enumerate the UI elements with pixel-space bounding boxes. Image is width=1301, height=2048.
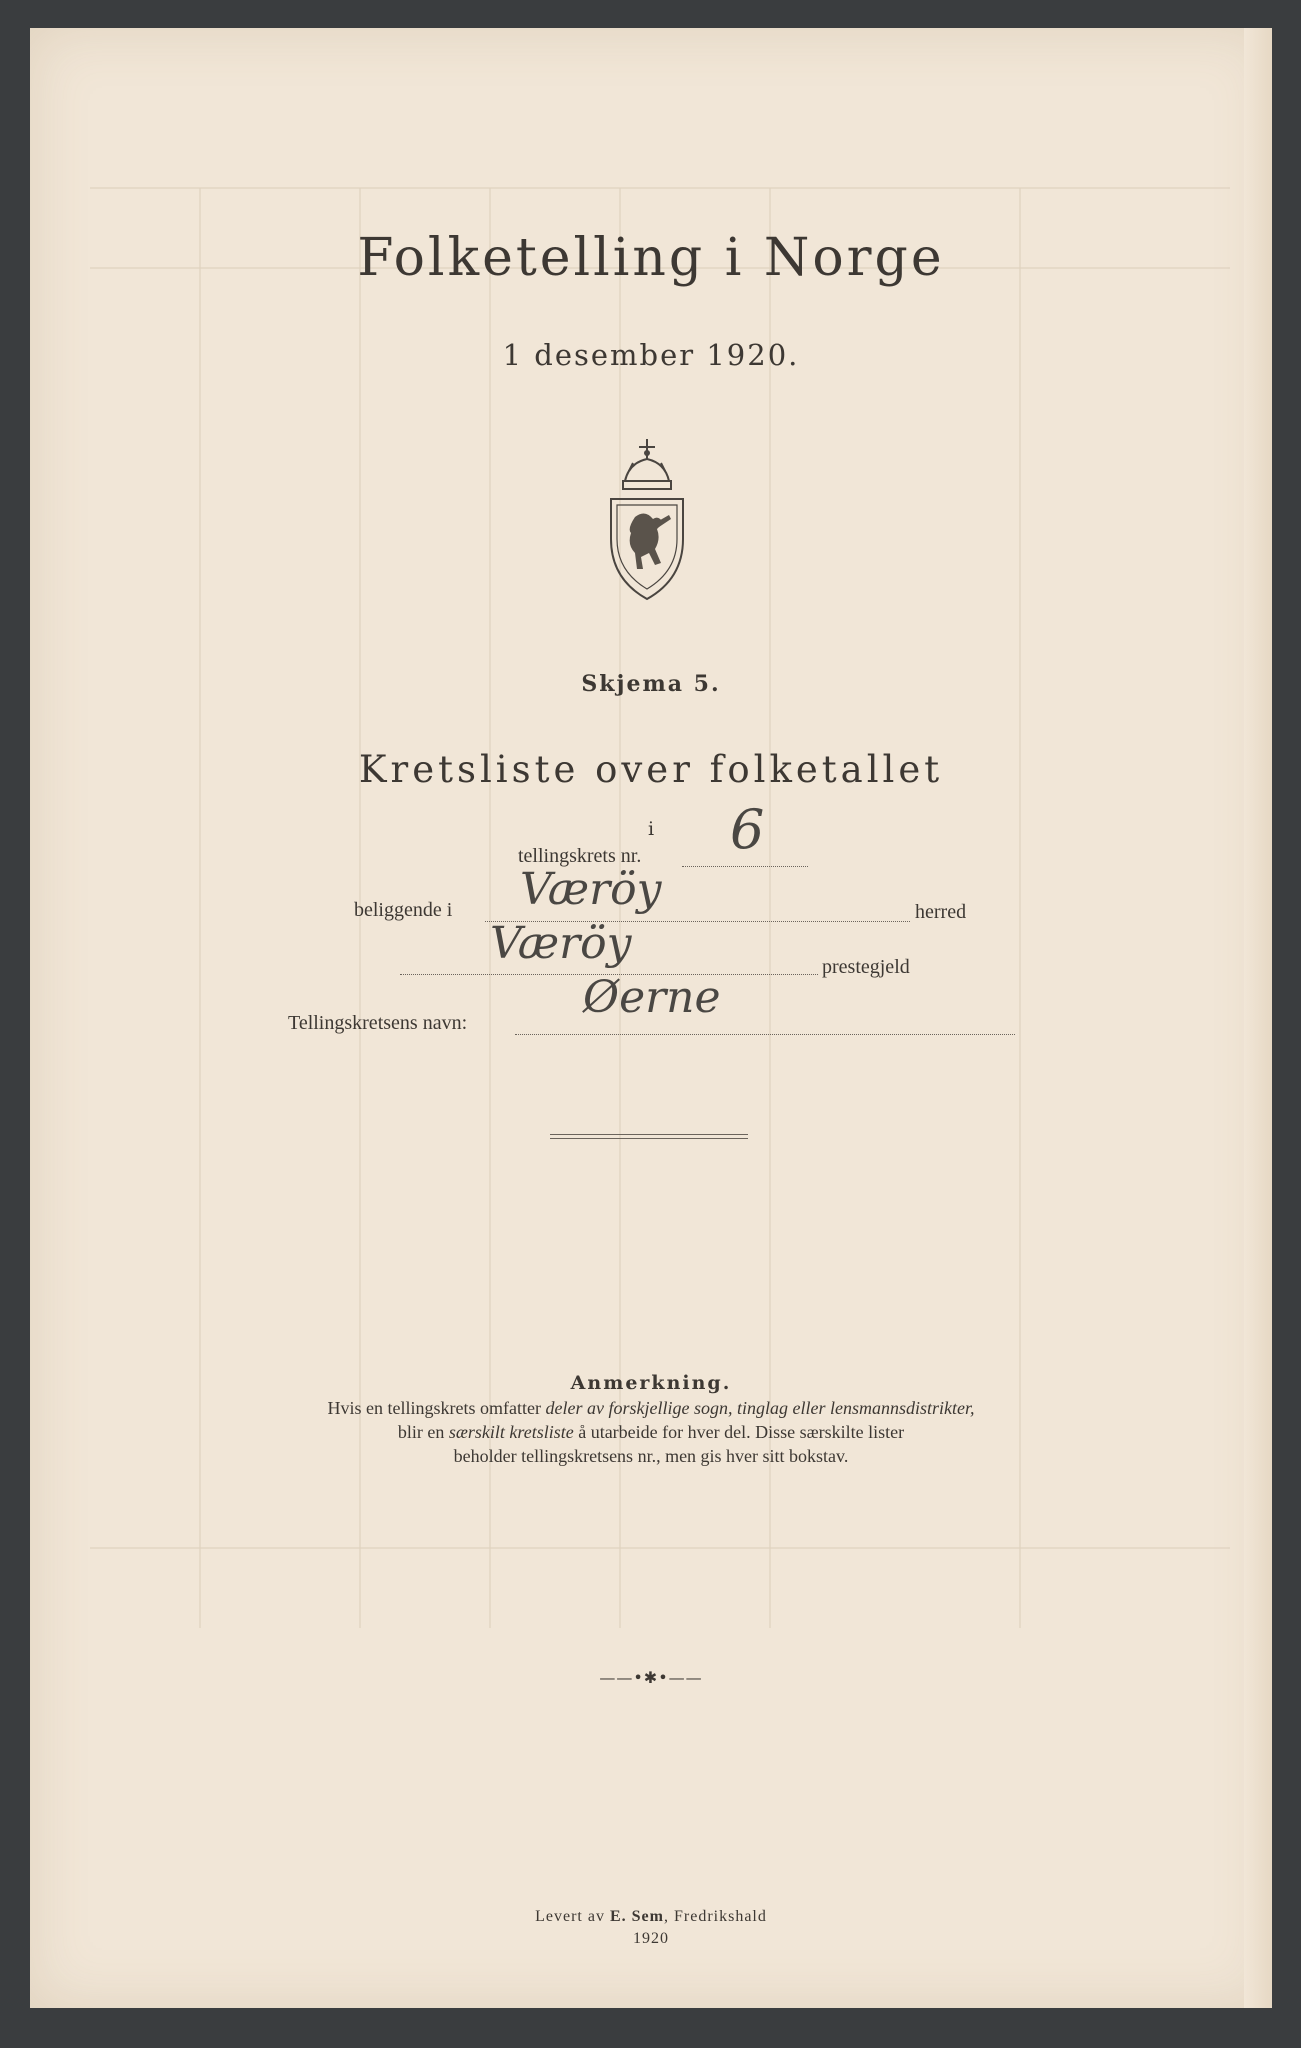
beliggende-label: beliggende i (354, 899, 453, 921)
note-line1-b: deler av forskjellige sogn, tinglag eller lensmannsdistrikter, (545, 1398, 975, 1418)
preposition-i: i (647, 818, 655, 840)
prestegjeld-label: prestegjeld (822, 956, 910, 978)
note-line3: beholder tellingskretsens nr., men gis hver sitt bokstav. (453, 1446, 849, 1466)
note-text (230, 1396, 1072, 1468)
note-line2-c: å utarbeide for hver del. Disse særskilte lister (573, 1422, 905, 1442)
printer-prefix: Levert av (535, 1908, 610, 1925)
printer-imprint (30, 1906, 1272, 1950)
krets-navn-handwritten: Øerne (583, 972, 721, 1023)
krets-navn-label: Tellingskretsens navn: (288, 1012, 468, 1034)
schema-number: Skjema 5. (581, 671, 721, 697)
krets-navn-line (515, 1034, 1015, 1035)
divider-rule-top (550, 1134, 748, 1135)
ornament-divider: ——•✱•—— (599, 1668, 703, 1687)
note-line2-b: særskilt kretsliste (448, 1422, 574, 1442)
norwegian-coat-of-arms-icon (597, 433, 697, 608)
krets-nr-line (682, 866, 808, 867)
herred-label: herred (915, 901, 967, 923)
krets-nr-label: tellingskrets nr. (518, 845, 642, 867)
herred-handwritten: Væröy (520, 864, 662, 915)
divider-rule-bottom (550, 1138, 748, 1139)
note-line1-a: Hvis en tellingskrets omfatter (327, 1398, 546, 1418)
note-line2-a: blir en (397, 1422, 449, 1442)
page-edge (1244, 28, 1272, 2008)
document-date: 1 desember 1920. (502, 338, 800, 372)
document-title: Folketelling i Norge (357, 228, 945, 288)
note-title: Anmerkning. (570, 1372, 732, 1394)
krets-nr-handwritten: 6 (730, 798, 765, 861)
printer-suffix: , Fredrikshald (663, 1908, 767, 1925)
prestegjeld-handwritten: Væröy (490, 918, 632, 969)
printer-name: E. Sem (609, 1908, 664, 1925)
printer-year: 1920 (633, 1930, 669, 1947)
census-form-page (30, 28, 1272, 2008)
form-subtitle: Kretsliste over folketallet (358, 748, 944, 791)
